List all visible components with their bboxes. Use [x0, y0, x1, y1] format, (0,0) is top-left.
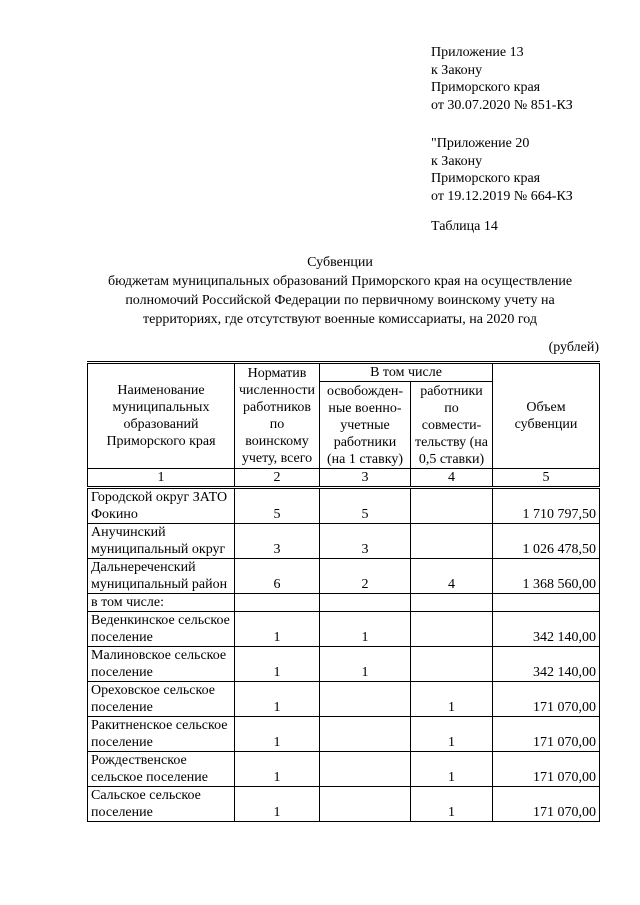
- cell-name: Дальнереченский муниципальный район: [88, 559, 235, 594]
- column-number-row: [88, 469, 600, 488]
- column-number: 5: [493, 469, 600, 488]
- cell-released: 1: [320, 612, 411, 647]
- title-line3: полномочий Российской Федерации по первичному воинскому учету на: [125, 293, 555, 308]
- cell-total: 1: [235, 717, 320, 752]
- cell-part-time: [411, 647, 493, 682]
- header-group: В том числе: [320, 363, 493, 382]
- cell-released: [320, 787, 411, 822]
- cell-name: Анучинский муниципальный округ: [88, 524, 235, 559]
- table-row: [88, 647, 600, 682]
- cell-part-time: [411, 594, 493, 612]
- header-amount: Объем субвенции: [493, 363, 600, 469]
- cell-released: [320, 717, 411, 752]
- appendix20-line1: "Приложение 20: [431, 136, 530, 151]
- cell-amount: 342 140,00: [493, 612, 600, 647]
- cell-amount: 342 140,00: [493, 647, 600, 682]
- cell-part-time: 1: [411, 787, 493, 822]
- cell-part-time: 4: [411, 559, 493, 594]
- cell-total: 1: [235, 787, 320, 822]
- cell-name: Рождественское сельское поселение: [88, 752, 235, 787]
- title-line4: территориях, где отсутствуют военные комиссариаты, на 2020 год: [142, 312, 538, 327]
- cell-released: 2: [320, 559, 411, 594]
- column-number: 3: [320, 469, 411, 488]
- table-row: [88, 752, 600, 787]
- table-row: [88, 612, 600, 647]
- subvention-table: [87, 361, 600, 822]
- cell-released: [320, 752, 411, 787]
- cell-amount: 1 710 797,50: [493, 488, 600, 524]
- table-number-label: Таблица 14: [431, 219, 498, 234]
- cell-name: Сальское сельское поселение: [88, 787, 235, 822]
- table-row: [88, 682, 600, 717]
- cell-total: [235, 594, 320, 612]
- table-row: [88, 524, 600, 559]
- appendix13-line4: от 30.07.2020 № 851-КЗ: [431, 97, 573, 113]
- cell-amount: 171 070,00: [493, 682, 600, 717]
- appendix13-line1: Приложение 13: [431, 45, 524, 60]
- appendix20-line4: от 19.12.2019 № 664-КЗ: [431, 188, 573, 204]
- cell-part-time: 1: [411, 752, 493, 787]
- cell-released: [320, 594, 411, 612]
- table-row: [88, 717, 600, 752]
- header-released: освобожден-ные военно-учетные работники (на 1 ставку): [320, 382, 411, 469]
- table-row: [88, 594, 600, 612]
- table-body: [88, 469, 600, 822]
- cell-released: 1: [320, 647, 411, 682]
- cell-name: Городской округ ЗАТО Фокино: [88, 488, 235, 524]
- cell-name: в том числе:: [88, 594, 235, 612]
- column-number: 2: [235, 469, 320, 488]
- appendix20-line3: Приморского края: [431, 171, 541, 186]
- appendix13-line2: к Закону: [431, 62, 483, 78]
- cell-part-time: 1: [411, 682, 493, 717]
- column-number: 4: [411, 469, 493, 488]
- cell-released: 3: [320, 524, 411, 559]
- cell-name: Ракитненское сельское поселение: [88, 717, 235, 752]
- header-name: Наименование муниципальных образований Приморского края: [88, 363, 235, 469]
- cell-amount: 171 070,00: [493, 787, 600, 822]
- cell-amount: 1 368 560,00: [493, 559, 600, 594]
- cell-total: 6: [235, 559, 320, 594]
- table-row: [88, 559, 600, 594]
- appendix13-line3: Приморского края: [431, 80, 541, 95]
- title-line2: бюджетам муниципальных образований Приморского края на осуществление: [107, 274, 573, 289]
- document-title: [60, 253, 620, 329]
- cell-total: 1: [235, 647, 320, 682]
- cell-total: 1: [235, 752, 320, 787]
- header-norm: Норматив численности работников по воинскому учету, всего: [235, 363, 320, 469]
- cell-total: 5: [235, 488, 320, 524]
- appendix-header: [431, 44, 631, 205]
- cell-name: Малиновское сельское поселение: [88, 647, 235, 682]
- title-line1: Субвенции: [307, 255, 373, 270]
- cell-amount: 171 070,00: [493, 752, 600, 787]
- cell-total: 3: [235, 524, 320, 559]
- column-number: 1: [88, 469, 235, 488]
- cell-part-time: [411, 524, 493, 559]
- units-label: (рублей): [548, 340, 599, 355]
- header-gap: [431, 114, 631, 135]
- cell-part-time: 1: [411, 717, 493, 752]
- cell-amount: [493, 594, 600, 612]
- header-part-time: работники по совмести-тельству (на 0,5 ставки): [411, 382, 493, 469]
- table-row: [88, 488, 600, 524]
- cell-amount: 171 070,00: [493, 717, 600, 752]
- cell-amount: 1 026 478,50: [493, 524, 600, 559]
- cell-released: 5: [320, 488, 411, 524]
- cell-released: [320, 682, 411, 717]
- cell-part-time: [411, 612, 493, 647]
- table-row: [88, 787, 600, 822]
- cell-total: 1: [235, 682, 320, 717]
- cell-name: Ореховское сельское поселение: [88, 682, 235, 717]
- cell-name: Веденкинское сельское поселение: [88, 612, 235, 647]
- cell-part-time: [411, 488, 493, 524]
- cell-total: 1: [235, 612, 320, 647]
- appendix20-line2: к Закону: [431, 153, 483, 169]
